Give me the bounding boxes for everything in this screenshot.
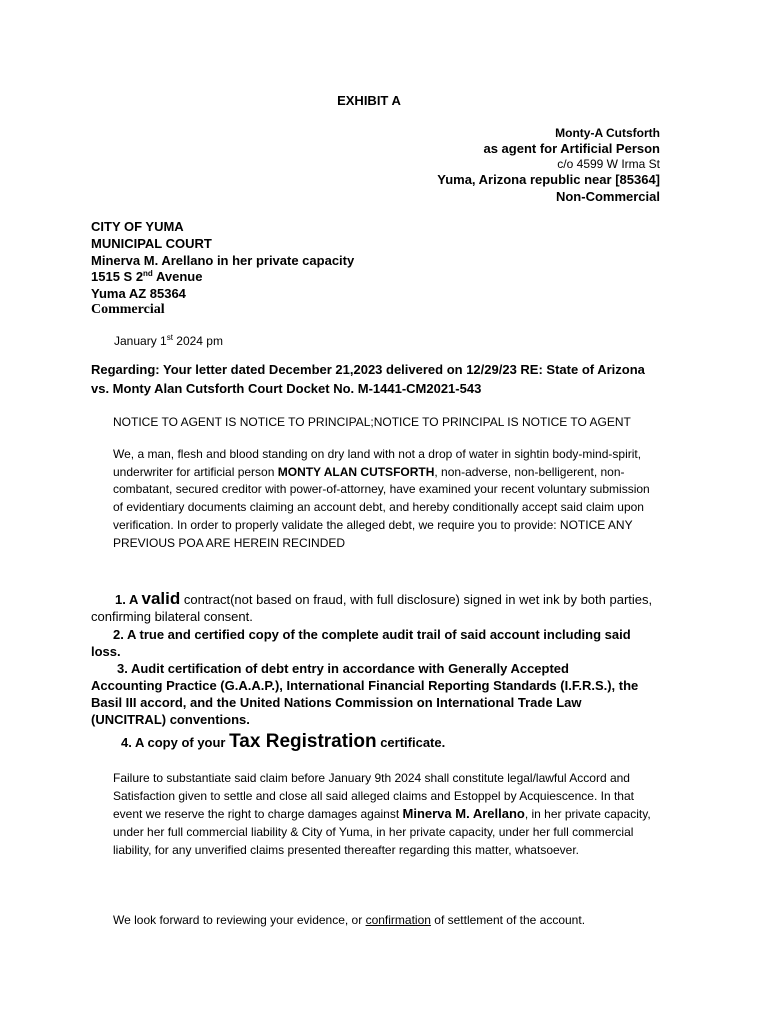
sender-capacity: as agent for Artificial Person [483, 141, 660, 156]
item-3-line-2: Accounting Practice (G.A.A.P.), International Financial Reporting Standards (I.F.R.S.), the [91, 678, 639, 693]
exhibit-title: EXHIBIT A [337, 93, 401, 108]
item-3-line-4: (UNCITRAL) conventions. [91, 712, 250, 727]
recipient-street: 1515 S 2nd Avenue [91, 269, 203, 284]
item-3-line-3: Basil III accord, and the United Nations Commission on International Trade Law [91, 695, 582, 710]
item-4: 4. A copy of your Tax Registration certificate. [121, 731, 446, 752]
item-1-line-1: 1. A valid contract(not based on fraud, with full disclosure) signed in wet ink by both parties, [115, 589, 653, 608]
item-1-line-2: confirming bilateral consent. [91, 609, 253, 624]
notice-heading: NOTICE TO AGENT IS NOTICE TO PRINCIPAL;NOTICE TO PRINCIPAL IS NOTICE TO AGENT [113, 415, 631, 429]
sender-address: c/o 4599 W Irma St [557, 157, 660, 171]
letter-date: January 1st 2024 pm [114, 333, 223, 348]
body-paragraph-2: Failure to substantiate said claim before January 9th 2024 shall constitute legal/lawful Accord and Satisfaction given to settle and close all said alleged claims and Estoppel by Acquiescence. In that event we reserve the right to charge damages against Minerva M. Arellano, in her private capacity, under her full commercial liability & City of Yuma, in her private capacity, under her full commercial liability, for any unverified claims presented thereafter regarding this matter, whatsoever. [113, 771, 651, 857]
recipient-citystate: Yuma AZ 85364 [91, 286, 186, 301]
sender-status: Non-Commercial [555, 189, 660, 204]
recipient-city: CITY OF YUMA [91, 219, 184, 234]
recipient-status: Commercial [91, 302, 165, 317]
item-2-line-1: 2. A true and certified copy of the complete audit trail of said account including said [113, 627, 631, 642]
item-2-line-2: loss. [91, 644, 121, 659]
item-3-line-1: 3. Audit certification of debt entry in accordance with Generally Accepted [117, 661, 569, 676]
regarding-line: Regarding: Your letter dated December 21,2023 delivered on 12/29/23 RE: State of Arizona vs. Monty Alan Cutsforth Court Docket No. M-1441-CM2021-543 [91, 362, 645, 396]
recipient-court: MUNICIPAL COURT [91, 236, 212, 251]
closing-line: We look forward to reviewing your evidence, or confirmation of settlement of the account. [113, 913, 586, 927]
sender-locale: Yuma, Arizona republic near [85364] [437, 172, 660, 187]
body-paragraph-1: We, a man, flesh and blood standing on dry land with not a drop of water in sightin body-mind-spirit, underwriter for artificial person MONTY ALAN CUTSFORTH, non-adverse, non-belligerent, non-combatant, secured creditor with power-of-attorney, have examined your recent voluntary submission of evidentiary documents claiming an account debt, and hereby conditionally accept said claim upon verification. In order to properly validate the alleged debt, we require you to provide: NOTICE ANY PREVIOUS POA ARE HEREIN RECINDED [113, 447, 650, 550]
sender-name: Monty-A Cutsforth [555, 126, 660, 140]
recipient-person: Minerva M. Arellano in her private capacity [91, 253, 355, 268]
